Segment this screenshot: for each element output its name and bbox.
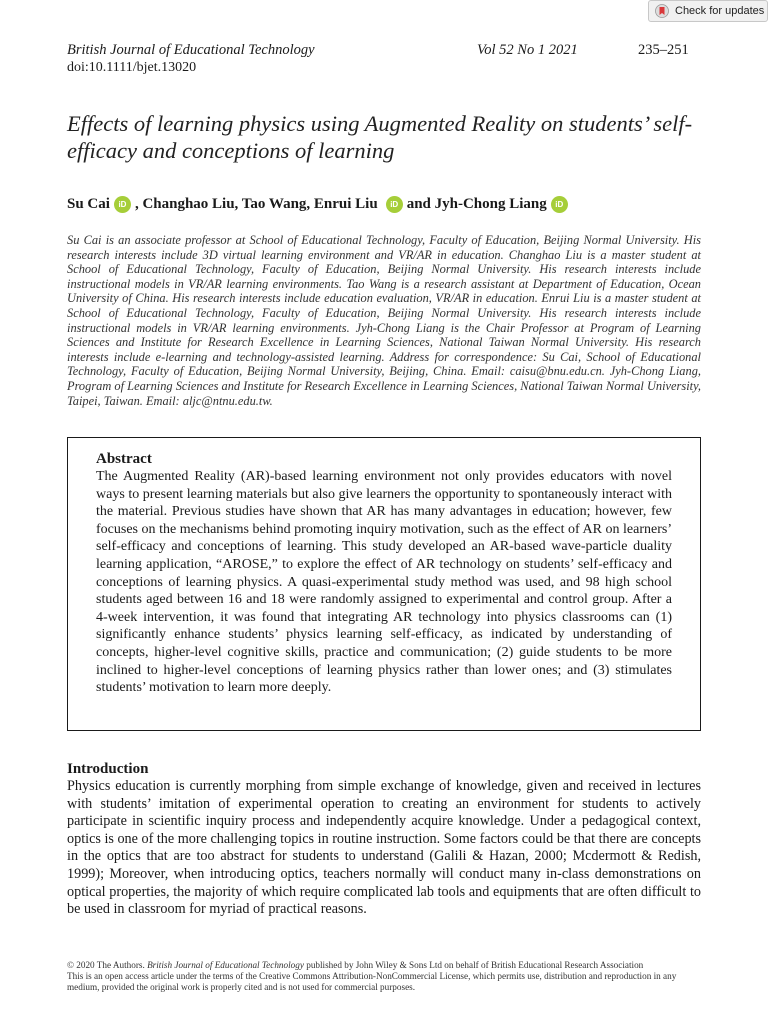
abstract-body: The Augmented Reality (AR)-based learning environment not only provides educators with novel ways to present learning materials but also give learners the opportunity to spontaneously interact with the material. Previous studies have shown that AR has many advantages in education; however, few focuses on the mechanisms behind promoting inquiry motivation, such as the effect of AR on learners’ self-efficacy and conceptions of learning. This study developed an AR-based wave-particle duality learning application, “AROSE,” to explore the effect of AR technology on students’ self-efficacy and conceptions of learning physics. A quasi-experimental study method was used, and 98 high school students aged between 16 and 18 were randomly assigned to experimental and control group. After a 4-week intervention, it was found that integrating AR technology into physics classrooms can (1) significantly enhance students’ physics learning self-efficacy, as indicated by understanding of concepts, higher-level cognitive skills, practice and communication; (2) guide students to be more inclined to higher-level conceptions of learning physics rather than lower ones; and (3) stimulates students’ motivation to learn more deeply. bbox=[96, 469, 672, 696]
orcid-icon[interactable]: iD bbox=[551, 196, 568, 213]
journal-name: British Journal of Educational Technology bbox=[67, 42, 315, 58]
author-list bbox=[67, 196, 572, 213]
article-title: Effects of learning physics using Augmented Reality on students’ self-efficacy and conceptions of learning bbox=[67, 111, 693, 163]
license-text: This is an open access article under the terms of the Creative Commons Attribution-NonCommercial License, which permits use, distribution and reproduction in any medium, provided the original work is properly cited and is not used for commercial purposes. bbox=[67, 971, 677, 992]
orcid-icon[interactable]: iD bbox=[114, 196, 131, 213]
check-for-updates-label: Check for updates bbox=[675, 5, 765, 17]
orcid-icon[interactable]: iD bbox=[386, 196, 403, 213]
check-for-updates-button[interactable] bbox=[648, 0, 768, 22]
abstract-heading: Abstract bbox=[96, 451, 152, 467]
author-affiliations: Su Cai is an associate professor at School of Educational Technology, Faculty of Education, Beijing Normal University. His research interests include 3D virtual learning environment and VR/AR in education. Changhao Liu is a master student at School of Educational Technology, Faculty of Education, Beijing Normal University. His research interests include instructional models in VR/AR learning environments. Tao Wang is a research assistant at Department of Education, Ocean University of China. His research interests include education evaluation, VR/AR in education. Enrui Liu is a master student at School of Educational Technology, Faculty of Education, Beijing Normal University. His research interests include instructional models in VR/AR learning environments. Jyh-Chong Liang is the Chair Professor at Program of Learning Sciences and Institute for Research Excellence in Learning Sciences, National Taiwan Normal University. His research interests include e-learning and technology-assisted learning. Address for correspondence: Su Cai, School of Educational Technology, Faculty of Education, Beijing Normal University, Beijing, China. Email: caisu@bnu.edu.cn. Jyh-Chong Liang, Program of Learning Sciences and Institute for Research Excellence in Learning Sciences, National Taiwan Normal University, Taipei, Taiwan. Email: aljc@ntnu.edu.tw. bbox=[67, 233, 701, 408]
bookmark-icon bbox=[655, 4, 669, 18]
volume-info: Vol 52 No 1 2021 bbox=[477, 42, 578, 58]
author-names: , Changhao Liu, Tao Wang, Enrui Liu bbox=[134, 196, 378, 212]
page-range: 235–251 bbox=[638, 42, 689, 58]
copyright-line: © 2020 The Authors. British Journal of Educational Technology published by John Wiley & Sons Ltd on behalf of British Educational Research Association bbox=[67, 960, 644, 970]
doi[interactable]: doi:10.1111/bjet.13020 bbox=[67, 60, 197, 75]
footer-license bbox=[67, 960, 701, 993]
introduction-heading: Introduction bbox=[67, 761, 149, 777]
introduction-body: Physics education is currently morphing from simple exchange of knowledge, given and received in lectures with students’ imitation of experimental operation to creating an environment for students to actively participate in scientific inquiry process and independently acquire knowledge. Under a pedagogical context, optics is one of the more challenging topics in routine instruction. Some factors could be that there are concepts in the optics that are too abstract for students to understand (Galili & Hazan, 2000; Mcdermott & Redish, 1999); Moreover, when introducing optics, teachers normally will conduct many in-class demonstrations on optical properties, the majority of which require complicated lab tools and equipments that are often difficult to be used in classroom for myriad of practical reasons. bbox=[67, 778, 701, 918]
author-name: and Jyh-Chong Liang bbox=[406, 196, 547, 212]
author-name: Su Cai bbox=[67, 196, 110, 212]
